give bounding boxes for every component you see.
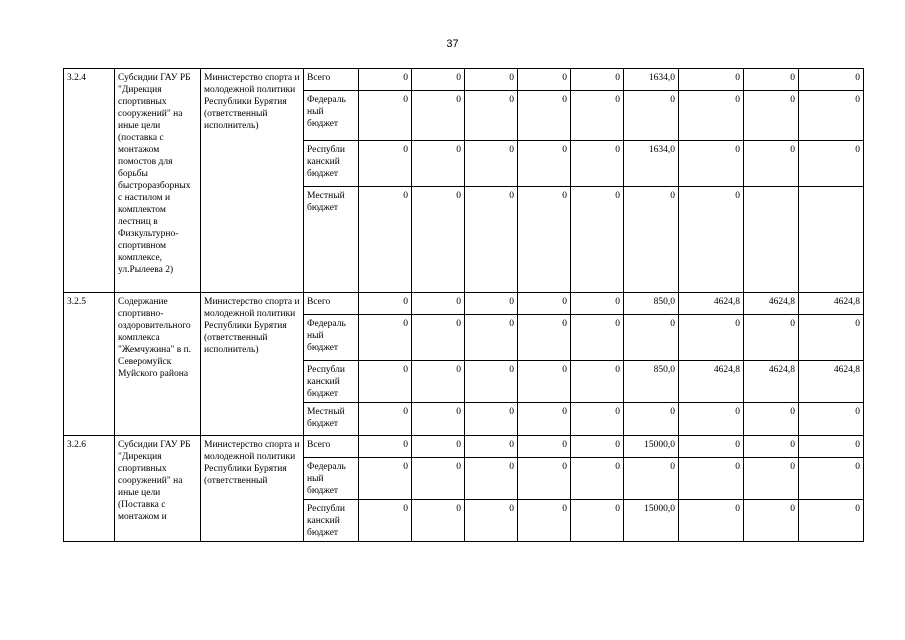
funding-value: 0 [412, 91, 465, 141]
funding-value: 15000,0 [624, 436, 679, 458]
funding-value: 0 [744, 141, 799, 187]
funding-value: 0 [518, 315, 571, 361]
funding-source: Республи канский бюджет [304, 361, 359, 403]
funding-value: 4624,8 [799, 361, 864, 403]
activity-name: Содержание спортивно-оздоровительного комплекса "Жемчужина" в п. Северомуйск Муйского района [115, 293, 201, 436]
funding-value: 0 [799, 403, 864, 436]
page-number: 37 [446, 38, 459, 50]
funding-value: 0 [518, 361, 571, 403]
funding-value: 4624,8 [799, 293, 864, 315]
funding-value: 0 [679, 403, 744, 436]
funding-value: 1634,0 [624, 141, 679, 187]
funding-value: 0 [412, 403, 465, 436]
funding-value: 0 [465, 500, 518, 542]
funding-source: Федераль ный бюджет [304, 91, 359, 141]
funding-value: 0 [744, 458, 799, 500]
funding-value: 0 [571, 91, 624, 141]
funding-value: 0 [412, 293, 465, 315]
funding-value: 0 [571, 403, 624, 436]
funding-source: Местный бюджет [304, 403, 359, 436]
funding-value: 0 [465, 361, 518, 403]
funding-value: 0 [359, 458, 412, 500]
funding-value: 0 [679, 91, 744, 141]
budget-table [63, 68, 864, 542]
table-row [64, 293, 864, 315]
row-code: 3.2.6 [64, 436, 115, 542]
funding-value: 0 [359, 69, 412, 91]
funding-value: 0 [518, 187, 571, 293]
funding-value [744, 187, 799, 293]
funding-value [799, 187, 864, 293]
funding-value: 0 [359, 361, 412, 403]
funding-value: 0 [571, 436, 624, 458]
funding-value: 0 [679, 500, 744, 542]
funding-value: 0 [359, 293, 412, 315]
funding-source: Местный бюджет [304, 187, 359, 293]
funding-value: 0 [624, 315, 679, 361]
funding-value: 0 [518, 403, 571, 436]
funding-value: 0 [679, 141, 744, 187]
funding-value: 0 [412, 361, 465, 403]
funding-value: 850,0 [624, 293, 679, 315]
funding-source: Федераль ный бюджет [304, 458, 359, 500]
funding-value: 0 [359, 500, 412, 542]
activity-name: Субсидии ГАУ РБ "Дирекция спортивных сооружений" на иные цели (поставка с монтажом помостов для борьбы быстроразборных с настилом и комплектом лестниц в Физкультурно-спортивном комплексе, ул.Рылеева 2) [115, 69, 201, 293]
funding-value: 0 [518, 91, 571, 141]
funding-value: 0 [465, 315, 518, 361]
funding-value: 0 [465, 436, 518, 458]
funding-value: 0 [744, 436, 799, 458]
funding-value: 0 [465, 293, 518, 315]
funding-value: 0 [744, 315, 799, 361]
funding-value: 0 [465, 69, 518, 91]
funding-value: 0 [359, 403, 412, 436]
funding-value: 4624,8 [744, 361, 799, 403]
funding-value: 0 [412, 187, 465, 293]
funding-value: 0 [624, 91, 679, 141]
funding-value: 0 [465, 458, 518, 500]
table-row [64, 69, 864, 91]
funding-value: 0 [412, 500, 465, 542]
funding-source: Всего [304, 436, 359, 458]
funding-value: 850,0 [624, 361, 679, 403]
funding-value: 0 [465, 91, 518, 141]
funding-value: 0 [412, 458, 465, 500]
funding-value: 0 [412, 141, 465, 187]
funding-value: 0 [744, 69, 799, 91]
funding-value: 4624,8 [679, 293, 744, 315]
funding-value: 0 [465, 403, 518, 436]
funding-value: 0 [571, 293, 624, 315]
funding-value: 0 [624, 403, 679, 436]
funding-source: Всего [304, 69, 359, 91]
funding-value: 15000,0 [624, 500, 679, 542]
funding-value: 0 [359, 436, 412, 458]
funding-value: 0 [744, 500, 799, 542]
funding-value: 0 [412, 69, 465, 91]
funding-source: Федераль ный бюджет [304, 315, 359, 361]
funding-value: 0 [465, 187, 518, 293]
funding-value: 0 [359, 141, 412, 187]
funding-value: 0 [679, 187, 744, 293]
funding-value: 1634,0 [624, 69, 679, 91]
funding-value: 0 [359, 91, 412, 141]
funding-value: 4624,8 [744, 293, 799, 315]
funding-value: 0 [571, 69, 624, 91]
funding-value: 0 [744, 91, 799, 141]
responsible-executor: Министерство спорта и молодежной политики Республики Бурятия (ответственный [201, 436, 304, 542]
funding-value: 0 [799, 436, 864, 458]
row-code: 3.2.4 [64, 69, 115, 293]
funding-value: 0 [679, 436, 744, 458]
funding-value: 0 [571, 315, 624, 361]
funding-value: 0 [799, 315, 864, 361]
funding-value: 0 [624, 187, 679, 293]
funding-value: 0 [518, 69, 571, 91]
funding-value: 0 [518, 436, 571, 458]
funding-value: 0 [744, 403, 799, 436]
responsible-executor: Министерство спорта и молодежной политики Республики Бурятия (ответственный исполнитель) [201, 293, 304, 436]
funding-value: 0 [571, 458, 624, 500]
funding-value: 0 [799, 500, 864, 542]
responsible-executor: Министерство спорта и молодежной политики Республики Бурятия (ответственный исполнитель) [201, 69, 304, 293]
funding-source: Республи канский бюджет [304, 500, 359, 542]
funding-value: 0 [799, 141, 864, 187]
activity-name: Субсидии ГАУ РБ "Дирекция спортивных сооружений" на иные цели (Поставка с монтажом и [115, 436, 201, 542]
funding-value: 0 [465, 141, 518, 187]
funding-value: 0 [412, 315, 465, 361]
funding-value: 0 [518, 293, 571, 315]
funding-value: 0 [412, 436, 465, 458]
table-row [64, 436, 864, 458]
table-body [64, 69, 864, 542]
funding-value: 0 [359, 187, 412, 293]
funding-value: 0 [571, 141, 624, 187]
funding-value: 0 [571, 361, 624, 403]
funding-source: Всего [304, 293, 359, 315]
funding-value: 0 [359, 315, 412, 361]
funding-value: 0 [518, 141, 571, 187]
funding-value: 0 [624, 458, 679, 500]
funding-value: 0 [571, 500, 624, 542]
funding-source: Республи канский бюджет [304, 141, 359, 187]
funding-value: 0 [518, 458, 571, 500]
funding-value: 0 [679, 315, 744, 361]
funding-value: 0 [799, 69, 864, 91]
funding-value: 0 [518, 500, 571, 542]
row-code: 3.2.5 [64, 293, 115, 436]
funding-value: 0 [679, 458, 744, 500]
funding-value: 0 [799, 91, 864, 141]
funding-value: 0 [679, 69, 744, 91]
funding-value: 0 [571, 187, 624, 293]
funding-value: 4624,8 [679, 361, 744, 403]
funding-value: 0 [799, 458, 864, 500]
